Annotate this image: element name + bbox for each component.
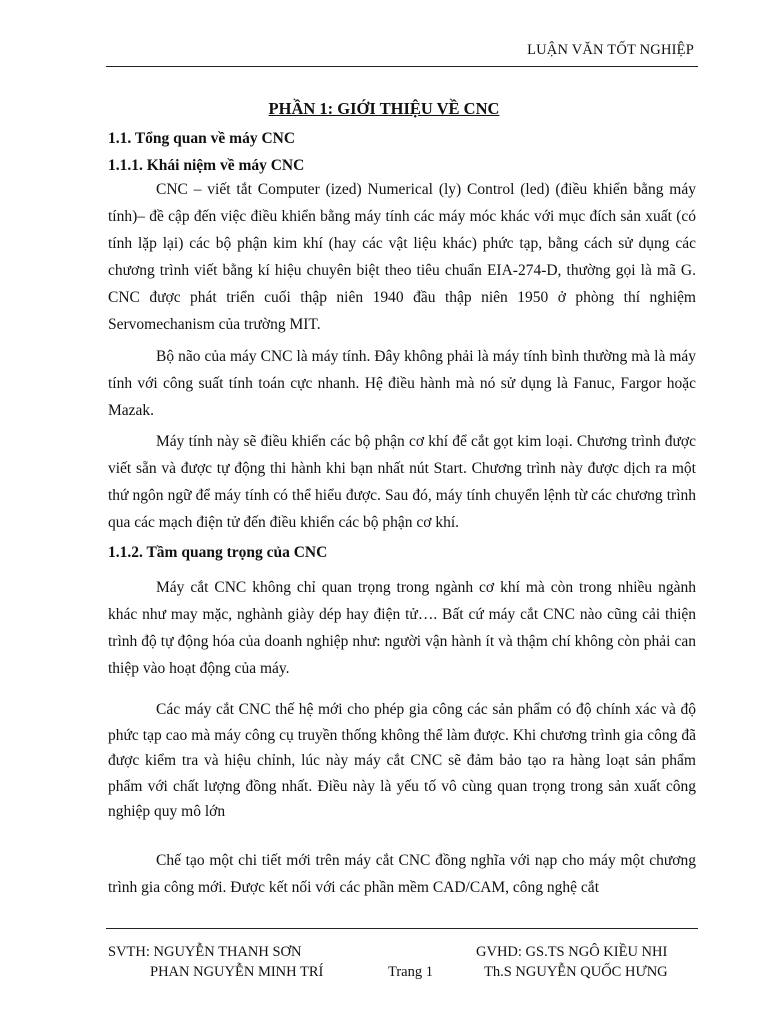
header-rule xyxy=(106,66,698,67)
paragraph-computer-control: Máy tính này sẽ điều khiển các bộ phận cơ khí để cắt gọt kim loại. Chương trình được viết sẵn và được tự động thi hành khi bạn nhất nút Start. Chương trình này được dịch ra một thứ ngôn ngữ để máy tính có thể hiểu được. Sau đó, máy tính chuyển lệnh từ các chương trình qua các mạch điện tử đến điều khiển các bộ phận cơ khí. xyxy=(108,433,696,531)
running-header: LUẬN VĂN TỐT NGHIỆP xyxy=(527,42,694,58)
paragraph-cnc-definition: CNC – viết tắt Computer (ized) Numerical (ly) Control (led) (điều khiển bằng máy tính)– đề cập đến việc điều khiển bằng máy tính các máy móc khác với mục đích sản xuất (có tính lặp lại) các bộ phận kim khí (hay các vật liệu khác) phức tạp, bằng cách sử dụng các chương trình viết bằng kí hiệu chuyên biệt theo tiêu chuẩn EIA-274-D, thường gọi là mã G. CNC được phát triển cuối thập niên 1940 đầu thập niên 1950 ở phòng thí nghiệm Servomechanism của trường MIT. xyxy=(108,181,696,333)
footer-advisor: GVHD: GS.TS NGÔ KIỀU NHI xyxy=(476,944,668,960)
footer-rule xyxy=(106,928,698,929)
footer-advisor-2: Th.S NGUYỄN QUỐC HƯNG xyxy=(484,964,668,980)
paragraph-cnc-brain: Bộ não của máy CNC là máy tính. Đây không phải là máy tính bình thường mà là máy tính với công suất tính toán cực nhanh. Hệ điều hành mà nó sử dụng là Fanuc, Fargor hoặc Mazak. xyxy=(108,348,696,419)
footer-student: SVTH: NGUYỄN THANH SƠN xyxy=(108,944,302,960)
footer-student-2: PHAN NGUYỄN MINH TRÍ xyxy=(150,964,324,980)
section-heading-1-1-2: 1.1.2. Tầm quang trọng của CNC xyxy=(108,544,328,561)
paragraph-importance: Máy cắt CNC không chỉ quan trọng trong ngành cơ khí mà còn trong nhiều ngành khác như may mặc, nghành giày dép hay điện tử…. Bất cứ máy cắt CNC nào cũng cải thiện trình độ tự động hóa của doanh nghiệp như: người vận hành ít và thậm chí không còn phải can thiệp vào hoạt động của máy. xyxy=(108,579,696,677)
paragraph-new-part: Chế tạo một chi tiết mới trên máy cắt CNC đồng nghĩa với nạp cho máy một chương trình gia công mới. Được kết nối với các phần mềm CAD/CAM, công nghệ cắt xyxy=(108,852,696,896)
footer-page-number: Trang 1 xyxy=(388,964,433,980)
section-heading-1-1-1: 1.1.1. Khái niệm về máy CNC xyxy=(108,157,305,174)
paragraph-new-generation: Các máy cắt CNC thế hệ mới cho phép gia công các sản phẩm có độ chính xác và độ phức tạp cao mà máy công cụ truyền thống không thể làm được. Khi chương trình gia công đã được kiểm tra và hiệu chỉnh, lúc này máy cắt CNC sẽ đảm bảo tạo ra hàng loạt sản phẩm phẩm với chất lượng đồng nhất. Điều này là yếu tố vô cùng quan trọng trong sản xuất công nghiệp quy mô lớn xyxy=(108,701,696,820)
section-heading-1-1: 1.1. Tổng quan về máy CNC xyxy=(108,130,296,147)
part-title-text: PHẦN 1: GIỚI THIỆU VỀ CNC xyxy=(268,99,500,118)
part-title xyxy=(0,99,768,119)
